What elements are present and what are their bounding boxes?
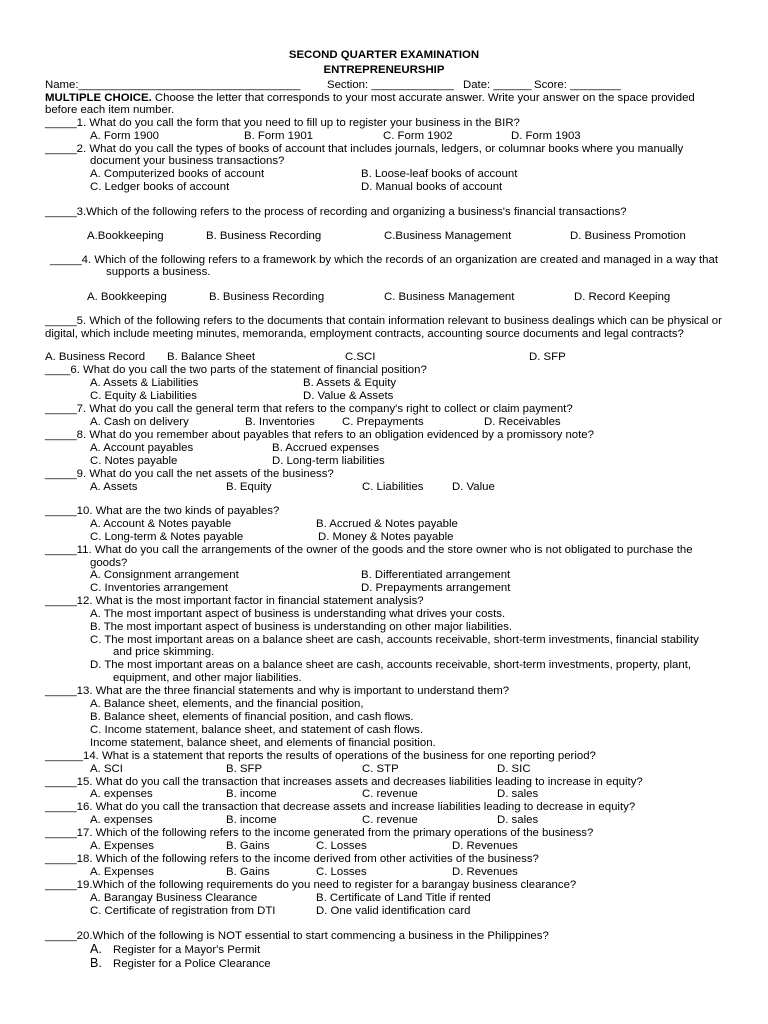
name-field: Name:___________________________________: [45, 79, 301, 91]
question-stem: _____1. What do you call the form that you need to fill up to register your business in the BIR?: [45, 117, 520, 129]
choice: D. Form 1903: [511, 130, 581, 142]
choice: A. Computerized books of account: [90, 168, 265, 180]
choice: D. SFP: [529, 351, 566, 363]
choice: C.Business Management: [384, 230, 512, 242]
choice: C. STP: [362, 763, 399, 775]
choice: C. Prepayments: [342, 416, 424, 428]
choice: D. Value & Assets: [303, 390, 394, 402]
choice: C. Liabilities: [362, 481, 424, 493]
choice: C. Notes payable: [90, 455, 178, 467]
choice: B. Equity: [226, 481, 272, 493]
choice: C. Losses: [316, 866, 367, 878]
choice: C. Business Management: [384, 291, 515, 303]
choice: A. Business Record: [45, 351, 146, 363]
choice: D. One valid identification card: [316, 905, 471, 917]
question-stem: _____8. What do you remember about payables that refers to an obligation evidenced by a promissory note?: [45, 429, 594, 441]
choice: A. Account payables: [90, 442, 194, 454]
choice: C. revenue: [362, 788, 418, 800]
choice: D. sales: [497, 788, 539, 800]
choice: B. The most important aspect of business is understanding on other major liabilities.: [90, 621, 513, 633]
choice: B. Accrued & Notes payable: [316, 518, 458, 530]
choice: A. The most important aspect of business is understanding what drives your costs.: [90, 608, 506, 620]
date-field: Date: ______: [463, 79, 532, 91]
choice: C. Long-term & Notes payable: [90, 531, 244, 543]
choice: C. The most important areas on a balance sheet are cash, accounts receivable, short-term investments, financial stability: [90, 634, 699, 646]
choice: D. Long-term liabilities: [272, 455, 385, 467]
choice: B. income: [226, 814, 277, 826]
choice: D. Record Keeping: [574, 291, 671, 303]
instructions-text: Choose the letter that corresponds to your most accurate answer. Write your answer on the space provided: [154, 92, 695, 104]
question-stem: _____9. What do you call the net assets of the business?: [45, 468, 334, 480]
choice: C. Form 1902: [383, 130, 453, 142]
question-stem: _____5. Which of the following refers to the documents that contain information relevant to business dealings which can be physical or: [45, 315, 722, 327]
score-field: Score: ________: [534, 79, 621, 91]
choice: C. Ledger books of account: [90, 181, 230, 193]
question-stem-cont: supports a business.: [106, 266, 211, 278]
choice-cont: and price skimming.: [113, 646, 215, 658]
choice: B. Gains: [226, 866, 270, 878]
choice: A. expenses: [90, 788, 153, 800]
instructions-text-cont: before each item number.: [45, 104, 175, 116]
choice-letter: B.: [90, 956, 102, 970]
choice: A. Form 1900: [90, 130, 160, 142]
question-stem: _____15. What do you call the transaction that increases assets and decreases liabilities leading to increase in equity?: [45, 776, 643, 788]
question-stem-cont: goods?: [90, 557, 128, 569]
choice: D. SIC: [497, 763, 531, 775]
instructions-heading: MULTIPLE CHOICE.: [45, 92, 152, 104]
choice: Register for a Police Clearance: [113, 958, 271, 970]
choice: C. Equity & Liabilities: [90, 390, 197, 402]
choice: B. Inventories: [245, 416, 315, 428]
choice: Register for a Mayor's Permit: [113, 944, 261, 956]
choice: C. Income statement, balance sheet, and statement of cash flows.: [90, 724, 424, 736]
choice: C.SCI: [345, 351, 376, 363]
question-stem: _____16. What do you call the transaction that decrease assets and increase liabilities leading to decrease in equity?: [45, 801, 636, 813]
question-stem-cont: digital, which include meeting minutes, memoranda, employment contracts, accounting source documents and legal contracts?: [45, 328, 684, 340]
choice: C. Inventories arrangement: [90, 582, 229, 594]
choice: A. Assets & Liabilities: [90, 377, 199, 389]
choice: D. The most important areas on a balance sheet are cash, accounts receivable, short-term investments, property, plant,: [90, 659, 692, 671]
exam-subject: ENTREPRENEURSHIP: [323, 64, 445, 76]
choice: B. Balance Sheet: [167, 351, 256, 363]
choice: A. Barangay Business Clearance: [90, 892, 258, 904]
question-stem: _____2. What do you call the types of books of account that includes journals, ledgers, or columnar books where you manually: [45, 143, 684, 155]
question-stem-cont: document your business transactions?: [90, 155, 285, 167]
choice: A. Expenses: [90, 840, 154, 852]
question-stem: ____6. What do you call the two parts of the statement of financial position?: [45, 364, 427, 376]
question-stem: _____3.Which of the following refers to the process of recording and organizing a business's financial transactions?: [45, 206, 627, 218]
choice: A. Cash on delivery: [90, 416, 189, 428]
choice: B. Assets & Equity: [303, 377, 397, 389]
question-stem: _____11. What do you call the arrangements of the owner of the goods and the store owner who is not obligated to purchase the: [45, 544, 693, 556]
choice: B. Business Recording: [206, 230, 322, 242]
question-stem: _____13. What are the three financial statements and why is important to understand them?: [45, 685, 510, 697]
choice: D. Revenues: [452, 866, 518, 878]
choice: A. Balance sheet, elements, and the financial position,: [90, 698, 364, 710]
question-stem: _____17. Which of the following refers to the income generated from the primary operations of the business?: [45, 827, 594, 839]
choice: B. Balance sheet, elements of financial position, and cash flows.: [90, 711, 414, 723]
choice-letter: A.: [90, 942, 102, 956]
choice: C. Losses: [316, 840, 367, 852]
choice: B. Form 1901: [244, 130, 314, 142]
question-stem: _____7. What do you call the general term that refers to the company's right to collect or claim payment?: [45, 403, 573, 415]
choice: D. sales: [497, 814, 539, 826]
choice: B. Business Recording: [209, 291, 325, 303]
section-field: Section: _____________: [327, 79, 454, 91]
choice: B. Loose-leaf books of account: [361, 168, 518, 180]
choice: D. Business Promotion: [570, 230, 686, 242]
choice: A. Assets: [90, 481, 138, 493]
choice: D. Manual books of account: [361, 181, 503, 193]
choice: A.Bookkeeping: [87, 230, 164, 242]
choice: D. Prepayments arrangement: [361, 582, 511, 594]
question-stem: _____10. What are the two kinds of payables?: [45, 505, 280, 517]
choice: A. SCI: [90, 763, 123, 775]
choice: B. Accrued expenses: [272, 442, 380, 454]
question-stem: _____20.Which of the following is NOT essential to start commencing a business in the Philippines?: [45, 930, 549, 942]
choice: D. Receivables: [484, 416, 561, 428]
question-stem: _____18. Which of the following refers to the income derived from other activities of the business?: [45, 853, 539, 865]
choice: A. Account & Notes payable: [90, 518, 232, 530]
choice: B. Differentiated arrangement: [361, 569, 511, 581]
choice: C. revenue: [362, 814, 418, 826]
choice: B. SFP: [226, 763, 263, 775]
choice: A. Consignment arrangement: [90, 569, 239, 581]
choice: A. expenses: [90, 814, 153, 826]
question-stem: _____12. What is the most important factor in financial statement analysis?: [45, 595, 424, 607]
choice: A. Expenses: [90, 866, 154, 878]
choice: D. Revenues: [452, 840, 518, 852]
choice: B. Gains: [226, 840, 270, 852]
question-stem: _____19.Which of the following requirements do you need to register for a barangay business clearance?: [45, 879, 577, 891]
choice: B. income: [226, 788, 277, 800]
choice: B. Certificate of Land Title if rented: [316, 892, 491, 904]
question-stem: _____4. Which of the following refers to a framework by which the records of an organization are created and managed in a way that: [50, 254, 718, 266]
choice: D. Value: [452, 481, 495, 493]
question-stem: ______14. What is a statement that reports the results of operations of the business for one reporting period?: [45, 750, 596, 762]
choice: A. Bookkeeping: [87, 291, 167, 303]
exam-title: SECOND QUARTER EXAMINATION: [288, 49, 480, 61]
choice-cont: equipment, and other major liabilities.: [113, 672, 302, 684]
choice: Income statement, balance sheet, and elements of financial position.: [90, 737, 436, 749]
choice: D. Money & Notes payable: [318, 531, 454, 543]
choice: C. Certificate of registration from DTI: [90, 905, 276, 917]
